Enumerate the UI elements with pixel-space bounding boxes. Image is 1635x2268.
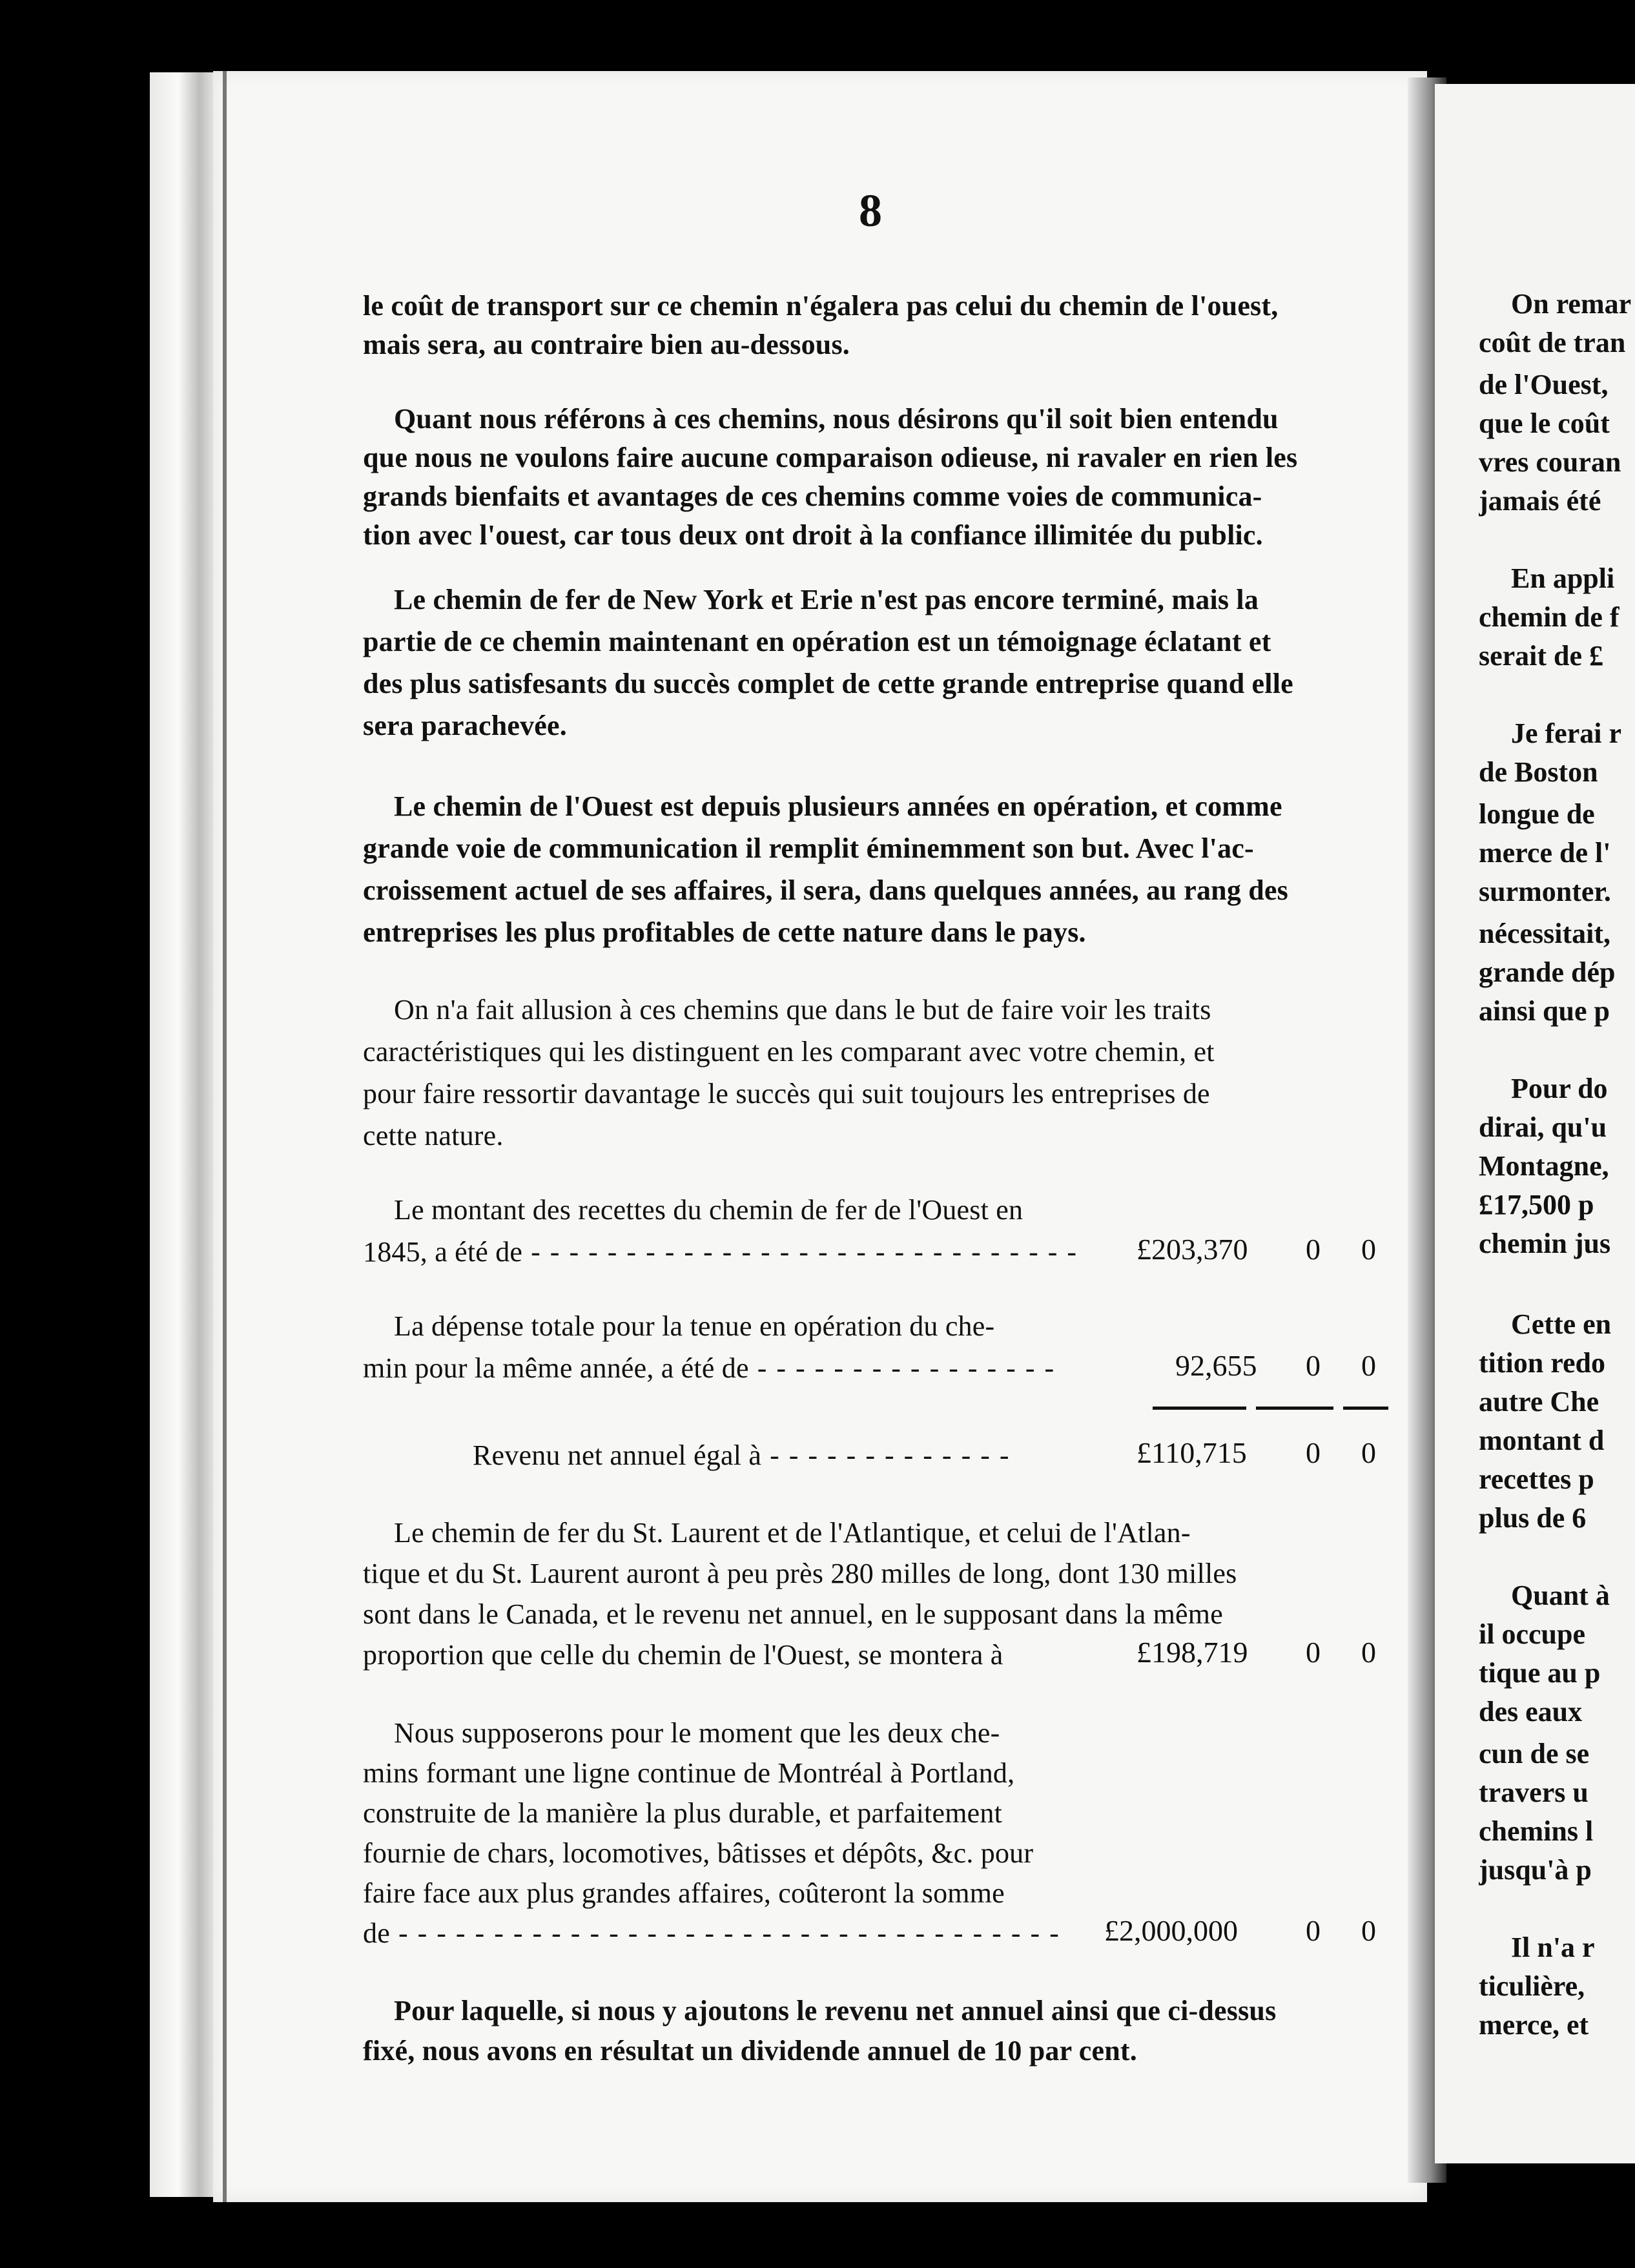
right-page-fragment: jamais été — [1479, 485, 1601, 517]
right-page-fragment: Quant à — [1511, 1580, 1610, 1611]
text-line: Le chemin de l'Ouest est depuis plusieurs années en opération, et comme — [394, 790, 1282, 822]
right-page-fragment: Montagne, — [1479, 1150, 1609, 1182]
right-page-fragment: surmonter. — [1479, 876, 1611, 907]
sum-rule — [1153, 1407, 1246, 1410]
right-page-fragment: recettes p — [1479, 1463, 1594, 1495]
text-line: des plus satisfesants du succès complet de cette grande entreprise quand elle — [363, 668, 1293, 699]
zero-cell: 0 — [1306, 1436, 1321, 1469]
right-page-fragment: £17,500 p — [1479, 1189, 1594, 1221]
text-line: sera parachevée. — [363, 710, 567, 741]
text-line: pour faire ressortir davantage le succès qui suit toujours les entreprises de — [363, 1078, 1210, 1109]
right-page-fragment: Je ferai r — [1511, 717, 1621, 749]
right-page-fragment: nécessitait, — [1479, 918, 1611, 949]
right-page-fragment: chemin jus — [1479, 1228, 1611, 1259]
zero-cell: 0 — [1361, 1914, 1376, 1947]
text-line: cette nature. — [363, 1120, 504, 1151]
right-page-fragment: des eaux — [1479, 1696, 1583, 1727]
text-line: fournie de chars, locomotives, bâtisses et dépôts, &c. pour — [363, 1837, 1034, 1869]
text-line: fixé, nous avons en résultat un dividende annuel de 10 par cent. — [363, 2035, 1137, 2067]
text-line: de - - - - - - - - - - - - - - - - - - - - - - - - - - - - - - - - - - - — [363, 1917, 1060, 1949]
text-line: construite de la manière la plus durable, et parfaitement — [363, 1797, 1002, 1829]
sum-rule — [1343, 1407, 1388, 1410]
right-page-fragment: de l'Ouest, — [1479, 369, 1609, 400]
text-line: On n'a fait allusion à ces chemins que dans le but de faire voir les traits — [394, 994, 1211, 1026]
text-line: tion avec l'ouest, car tous deux ont droit à la confiance illimitée du public. — [363, 519, 1263, 551]
right-page-fragment: il occupe — [1479, 1618, 1585, 1650]
zero-cell: 0 — [1306, 1636, 1321, 1669]
text-line: proportion que celle du chemin de l'Ouest, se montera à — [363, 1639, 1003, 1671]
right-page-fragment: chemin de f — [1479, 601, 1620, 633]
text-line: entreprises les plus profitables de cette nature dans le pays. — [363, 916, 1086, 948]
text-line: Le chemin de fer de New York et Erie n'est pas encore terminé, mais la — [394, 584, 1259, 615]
right-page-fragment: tition redo — [1479, 1347, 1605, 1379]
right-page-fragment: de Boston — [1479, 756, 1598, 788]
text-line: faire face aux plus grandes affaires, coûteront la somme — [363, 1877, 1005, 1909]
text-line: sont dans le Canada, et le revenu net annuel, en le supposant dans la même — [363, 1598, 1223, 1630]
right-page-fragment: autre Che — [1479, 1386, 1599, 1418]
right-page-fragment: longue de — [1479, 798, 1595, 830]
net-label: Revenu net annuel égal à - - - - - - - - - - - - - — [473, 1439, 1011, 1471]
right-page-fragment: que le coût — [1479, 407, 1610, 439]
page-number: 8 — [859, 185, 882, 236]
left-page-edges — [150, 72, 221, 2197]
text-line: Quant nous référons à ces chemins, nous désirons qu'il soit bien entendu — [394, 403, 1279, 435]
zero-cell: 0 — [1361, 1233, 1376, 1266]
text-line: croissement actuel de ses affaires, il sera, dans quelques années, au rang des — [363, 874, 1288, 906]
text-line: partie de ce chemin maintenant en opération est un témoignage éclatant et — [363, 626, 1271, 657]
net-amount: £110,715 — [1136, 1436, 1247, 1469]
right-page-fragment: Il n'a r — [1511, 1932, 1595, 1963]
text-line: le coût de transport sur ce chemin n'égalera pas celui du chemin de l'ouest, — [363, 290, 1279, 322]
right-page-fragment: Cette en — [1511, 1308, 1612, 1340]
zero-cell: 0 — [1361, 1436, 1376, 1469]
receipts-label: Le montant des recettes du chemin de fer de l'Ouest en — [394, 1194, 1023, 1226]
expense-label-cont: min pour la même année, a été de - - - - - - - - - - - - - - - - — [363, 1352, 1056, 1384]
zero-cell: 0 — [1361, 1349, 1376, 1382]
right-page-fragment: vres couran — [1479, 446, 1621, 478]
text-line: mins formant une ligne continue de Montréal à Portland, — [363, 1757, 1015, 1789]
text-line: Pour laquelle, si nous y ajoutons le revenu net annuel ainsi que ci-dessus — [394, 1995, 1277, 2026]
atlantic-amount: £198,719 — [1136, 1636, 1248, 1669]
right-page-fragment: travers u — [1479, 1777, 1589, 1808]
expense-label: La dépense totale pour la tenue en opération du che- — [394, 1310, 995, 1342]
right-page-fragment: On remar — [1511, 288, 1632, 320]
right-page-fragment: merce de l' — [1479, 837, 1611, 869]
right-page-fragment: serait de £ — [1479, 640, 1604, 672]
expense-amount: 92,655 — [1175, 1349, 1257, 1382]
text-line: tique et du St. Laurent auront à peu près 280 milles de long, dont 130 milles — [363, 1558, 1237, 1589]
receipts-label-cont: 1845, a été de - - - - - - - - - - - - - - - - - - - - - - - - - - - - - — [363, 1236, 1078, 1268]
sum-rule — [1256, 1407, 1333, 1410]
right-page-fragment: merce, et — [1479, 2009, 1589, 2041]
zero-cell: 0 — [1306, 1914, 1321, 1947]
text-line: grande voie de communication il remplit éminemment son but. Avec l'ac- — [363, 832, 1254, 864]
right-page-fragment: cun de se — [1479, 1738, 1590, 1769]
page-border-line — [223, 71, 227, 2202]
right-page-fragment: grande dép — [1479, 956, 1616, 988]
text-line: grands bienfaits et avantages de ces chemins comme voies de communica- — [363, 480, 1262, 512]
cost-amount: £2,000,000 — [1104, 1914, 1238, 1947]
text-line: Nous supposerons pour le moment que les deux che- — [394, 1717, 1000, 1749]
right-page-fragment: En appli — [1511, 562, 1615, 594]
right-page-fragment: coût de tran — [1479, 327, 1626, 358]
zero-cell: 0 — [1306, 1349, 1321, 1382]
right-page-fragment: dirai, qu'u — [1479, 1111, 1607, 1143]
right-page-fragment: chemins l — [1479, 1815, 1594, 1847]
right-page-fragment: tique au p — [1479, 1657, 1601, 1689]
right-page-fragment: plus de 6 — [1479, 1502, 1587, 1534]
text-line: mais sera, au contraire bien au-dessous. — [363, 329, 850, 360]
right-page-fragment: ticulière, — [1479, 1970, 1585, 2002]
zero-cell: 0 — [1306, 1233, 1321, 1266]
zero-cell: 0 — [1361, 1636, 1376, 1669]
receipts-amount: £203,370 — [1136, 1233, 1248, 1266]
text-line: que nous ne voulons faire aucune comparaison odieuse, ni ravaler en rien les — [363, 442, 1298, 473]
right-page-fragment: Pour do — [1511, 1073, 1608, 1104]
right-page-fragment: jusqu'à p — [1479, 1854, 1592, 1886]
right-page-fragment: ainsi que p — [1479, 995, 1610, 1027]
right-page-fragment: montant d — [1479, 1425, 1605, 1456]
text-line: Le chemin de fer du St. Laurent et de l'Atlantique, et celui de l'Atlan- — [394, 1517, 1191, 1549]
text-line: caractéristiques qui les distinguent en les comparant avec votre chemin, et — [363, 1036, 1215, 1067]
